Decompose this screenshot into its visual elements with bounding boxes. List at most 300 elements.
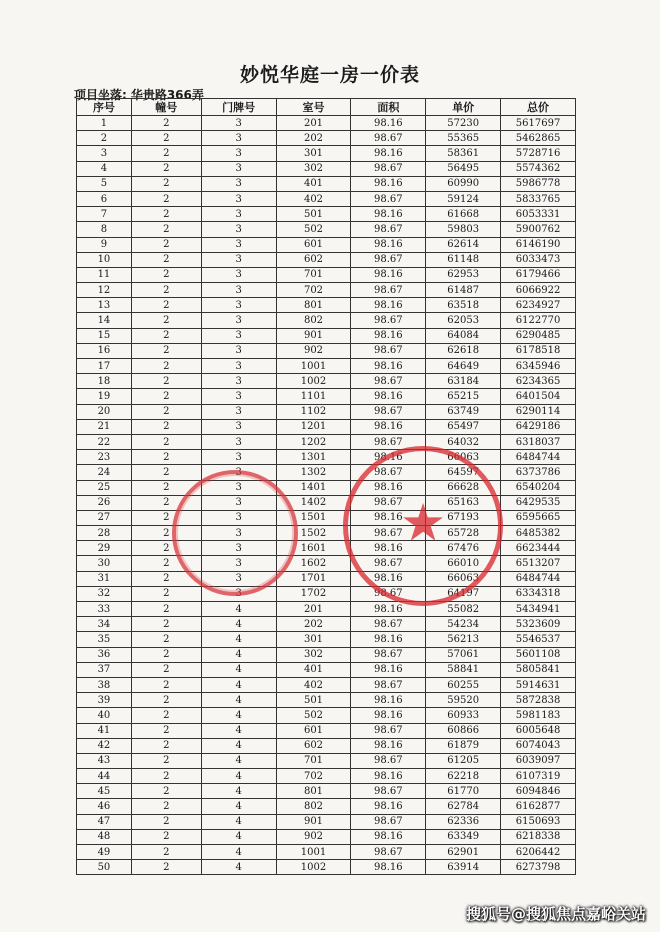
cell-total-price: 6540204 — [501, 480, 576, 495]
cell-room: 501 — [276, 207, 351, 222]
cell-door: 3 — [201, 571, 276, 586]
cell-room: 901 — [276, 328, 351, 343]
cell-total-price: 5434941 — [501, 602, 576, 617]
watermark: 搜狐号@搜狐焦点嘉峪关站 — [465, 905, 646, 923]
cell-unit-price: 58841 — [426, 662, 501, 677]
cell-area: 98.16 — [351, 510, 426, 525]
cell-unit-price: 62053 — [426, 313, 501, 328]
cell-door: 4 — [201, 738, 276, 753]
cell-door: 4 — [201, 753, 276, 768]
cell-door: 4 — [201, 860, 276, 875]
table-row — [77, 738, 576, 753]
header-total-price: 总价 — [501, 99, 576, 116]
cell-door: 3 — [201, 541, 276, 556]
table-row — [77, 222, 576, 237]
cell-seq: 40 — [77, 708, 132, 723]
cell-seq: 50 — [77, 860, 132, 875]
cell-building: 2 — [131, 161, 201, 176]
cell-total-price: 6484744 — [501, 571, 576, 586]
cell-unit-price: 58361 — [426, 146, 501, 161]
cell-building: 2 — [131, 693, 201, 708]
cell-unit-price: 62336 — [426, 814, 501, 829]
cell-seq: 18 — [77, 374, 132, 389]
cell-area: 98.67 — [351, 723, 426, 738]
cell-total-price: 5914631 — [501, 677, 576, 692]
cell-room: 1001 — [276, 845, 351, 860]
cell-seq: 49 — [77, 845, 132, 860]
cell-area: 98.16 — [351, 237, 426, 252]
cell-area: 98.16 — [351, 738, 426, 753]
cell-seq: 25 — [77, 480, 132, 495]
cell-building: 2 — [131, 222, 201, 237]
cell-seq: 14 — [77, 313, 132, 328]
table-row — [77, 510, 576, 525]
table-row — [77, 146, 576, 161]
cell-seq: 3 — [77, 146, 132, 161]
cell-room: 801 — [276, 784, 351, 799]
cell-area: 98.16 — [351, 207, 426, 222]
cell-door: 4 — [201, 769, 276, 784]
table-row — [77, 541, 576, 556]
cell-seq: 30 — [77, 556, 132, 571]
cell-unit-price: 66628 — [426, 480, 501, 495]
cell-door: 3 — [201, 374, 276, 389]
cell-building: 2 — [131, 662, 201, 677]
cell-seq: 26 — [77, 495, 132, 510]
cell-area: 98.67 — [351, 252, 426, 267]
cell-area: 98.16 — [351, 860, 426, 875]
table-row — [77, 252, 576, 267]
cell-area: 98.67 — [351, 191, 426, 206]
cell-room: 401 — [276, 176, 351, 191]
cell-room: 602 — [276, 252, 351, 267]
cell-total-price: 6345946 — [501, 359, 576, 374]
header-room: 室号 — [276, 99, 351, 116]
cell-total-price: 5981183 — [501, 708, 576, 723]
table-row — [77, 207, 576, 222]
table-row — [77, 404, 576, 419]
cell-room: 302 — [276, 647, 351, 662]
cell-total-price: 6162877 — [501, 799, 576, 814]
cell-unit-price: 67476 — [426, 541, 501, 556]
cell-door: 4 — [201, 799, 276, 814]
cell-unit-price: 62614 — [426, 237, 501, 252]
cell-seq: 4 — [77, 161, 132, 176]
cell-door: 3 — [201, 207, 276, 222]
cell-door: 4 — [201, 814, 276, 829]
cell-building: 2 — [131, 829, 201, 844]
cell-room: 201 — [276, 116, 351, 131]
cell-total-price: 6401504 — [501, 389, 576, 404]
cell-area: 98.16 — [351, 829, 426, 844]
cell-door: 3 — [201, 131, 276, 146]
cell-building: 2 — [131, 647, 201, 662]
table-row — [77, 283, 576, 298]
cell-unit-price: 64197 — [426, 586, 501, 601]
cell-room: 1202 — [276, 434, 351, 449]
cell-total-price: 5574362 — [501, 161, 576, 176]
cell-building: 2 — [131, 328, 201, 343]
cell-area: 98.16 — [351, 419, 426, 434]
cell-seq: 19 — [77, 389, 132, 404]
cell-room: 1702 — [276, 586, 351, 601]
cell-door: 3 — [201, 389, 276, 404]
cell-unit-price: 60990 — [426, 176, 501, 191]
cell-unit-price: 65728 — [426, 526, 501, 541]
table-row — [77, 450, 576, 465]
cell-building: 2 — [131, 450, 201, 465]
cell-room: 1501 — [276, 510, 351, 525]
cell-room: 301 — [276, 632, 351, 647]
cell-seq: 2 — [77, 131, 132, 146]
cell-door: 4 — [201, 632, 276, 647]
cell-total-price: 6429186 — [501, 419, 576, 434]
cell-unit-price: 55082 — [426, 602, 501, 617]
cell-total-price: 5462865 — [501, 131, 576, 146]
table-row — [77, 267, 576, 282]
table-row — [77, 116, 576, 131]
cell-room: 202 — [276, 617, 351, 632]
header-building: 幢号 — [131, 99, 201, 116]
cell-room: 1701 — [276, 571, 351, 586]
table-row — [77, 799, 576, 814]
cell-area: 98.67 — [351, 556, 426, 571]
cell-total-price: 6484744 — [501, 450, 576, 465]
cell-area: 98.67 — [351, 814, 426, 829]
cell-building: 2 — [131, 738, 201, 753]
cell-room: 301 — [276, 146, 351, 161]
cell-unit-price: 56213 — [426, 632, 501, 647]
cell-area: 98.16 — [351, 146, 426, 161]
cell-building: 2 — [131, 677, 201, 692]
table-row — [77, 359, 576, 374]
cell-room: 1402 — [276, 495, 351, 510]
cell-door: 4 — [201, 845, 276, 860]
cell-unit-price: 62218 — [426, 769, 501, 784]
cell-door: 4 — [201, 677, 276, 692]
cell-area: 98.16 — [351, 267, 426, 282]
cell-building: 2 — [131, 404, 201, 419]
cell-total-price: 6595665 — [501, 510, 576, 525]
cell-door: 3 — [201, 419, 276, 434]
cell-door: 3 — [201, 434, 276, 449]
cell-area: 98.67 — [351, 495, 426, 510]
cell-building: 2 — [131, 207, 201, 222]
table-row — [77, 769, 576, 784]
cell-room: 1002 — [276, 374, 351, 389]
cell-area: 98.67 — [351, 526, 426, 541]
cell-door: 3 — [201, 328, 276, 343]
cell-unit-price: 60933 — [426, 708, 501, 723]
cell-unit-price: 55365 — [426, 131, 501, 146]
cell-seq: 16 — [77, 343, 132, 358]
table-row — [77, 693, 576, 708]
table-row — [77, 434, 576, 449]
cell-room: 502 — [276, 222, 351, 237]
cell-unit-price: 59803 — [426, 222, 501, 237]
cell-area: 98.67 — [351, 753, 426, 768]
cell-door: 3 — [201, 404, 276, 419]
cell-total-price: 5805841 — [501, 662, 576, 677]
cell-seq: 35 — [77, 632, 132, 647]
cell-seq: 48 — [77, 829, 132, 844]
cell-seq: 20 — [77, 404, 132, 419]
cell-room: 901 — [276, 814, 351, 829]
cell-area: 98.16 — [351, 708, 426, 723]
cell-building: 2 — [131, 298, 201, 313]
cell-area: 98.67 — [351, 784, 426, 799]
cell-seq: 37 — [77, 662, 132, 677]
cell-area: 98.67 — [351, 465, 426, 480]
table-row — [77, 419, 576, 434]
cell-room: 402 — [276, 677, 351, 692]
cell-seq: 21 — [77, 419, 132, 434]
cell-door: 3 — [201, 146, 276, 161]
cell-seq: 33 — [77, 602, 132, 617]
table-row — [77, 647, 576, 662]
cell-building: 2 — [131, 343, 201, 358]
cell-door: 4 — [201, 829, 276, 844]
cell-room: 501 — [276, 693, 351, 708]
cell-seq: 6 — [77, 191, 132, 206]
table-row — [77, 176, 576, 191]
cell-seq: 28 — [77, 526, 132, 541]
cell-unit-price: 57230 — [426, 116, 501, 131]
cell-seq: 8 — [77, 222, 132, 237]
cell-room: 502 — [276, 708, 351, 723]
cell-seq: 29 — [77, 541, 132, 556]
cell-unit-price: 61148 — [426, 252, 501, 267]
cell-area: 98.67 — [351, 131, 426, 146]
cell-building: 2 — [131, 419, 201, 434]
cell-door: 4 — [201, 602, 276, 617]
cell-total-price: 6429535 — [501, 495, 576, 510]
cell-seq: 17 — [77, 359, 132, 374]
cell-building: 2 — [131, 571, 201, 586]
cell-total-price: 5986778 — [501, 176, 576, 191]
cell-unit-price: 64597 — [426, 465, 501, 480]
cell-total-price: 6234365 — [501, 374, 576, 389]
cell-building: 2 — [131, 359, 201, 374]
location-value: 华贵路366弄 — [130, 88, 204, 102]
cell-unit-price: 61487 — [426, 283, 501, 298]
cell-area: 98.67 — [351, 404, 426, 419]
cell-seq: 32 — [77, 586, 132, 601]
cell-unit-price: 62953 — [426, 267, 501, 282]
cell-building: 2 — [131, 769, 201, 784]
cell-door: 3 — [201, 556, 276, 571]
table-row — [77, 617, 576, 632]
cell-building: 2 — [131, 556, 201, 571]
cell-unit-price: 54234 — [426, 617, 501, 632]
cell-seq: 23 — [77, 450, 132, 465]
cell-door: 3 — [201, 161, 276, 176]
cell-unit-price: 59520 — [426, 693, 501, 708]
cell-unit-price: 59124 — [426, 191, 501, 206]
table-row — [77, 829, 576, 844]
cell-building: 2 — [131, 510, 201, 525]
cell-building: 2 — [131, 267, 201, 282]
star-icon: ★ — [399, 493, 447, 554]
table-row — [77, 161, 576, 176]
table-row — [77, 389, 576, 404]
cell-building: 2 — [131, 495, 201, 510]
cell-total-price: 6318037 — [501, 434, 576, 449]
cell-seq: 44 — [77, 769, 132, 784]
cell-unit-price: 65215 — [426, 389, 501, 404]
cell-total-price: 6218338 — [501, 829, 576, 844]
cell-room: 902 — [276, 343, 351, 358]
cell-seq: 13 — [77, 298, 132, 313]
cell-seq: 11 — [77, 267, 132, 282]
cell-building: 2 — [131, 252, 201, 267]
cell-area: 98.67 — [351, 222, 426, 237]
cell-door: 3 — [201, 116, 276, 131]
cell-area: 98.67 — [351, 283, 426, 298]
cell-room: 701 — [276, 267, 351, 282]
cell-seq: 43 — [77, 753, 132, 768]
cell-room: 201 — [276, 602, 351, 617]
cell-total-price: 6290485 — [501, 328, 576, 343]
header-unit-price: 单价 — [426, 99, 501, 116]
cell-door: 3 — [201, 495, 276, 510]
cell-total-price: 6206442 — [501, 845, 576, 860]
cell-seq: 47 — [77, 814, 132, 829]
table-row — [77, 662, 576, 677]
cell-building: 2 — [131, 191, 201, 206]
cell-unit-price: 60255 — [426, 677, 501, 692]
cell-building: 2 — [131, 799, 201, 814]
cell-seq: 15 — [77, 328, 132, 343]
cell-total-price: 6146190 — [501, 237, 576, 252]
cell-unit-price: 63349 — [426, 829, 501, 844]
cell-room: 701 — [276, 753, 351, 768]
price-table — [76, 98, 576, 875]
cell-seq: 9 — [77, 237, 132, 252]
cell-area: 98.67 — [351, 647, 426, 662]
cell-area: 98.16 — [351, 176, 426, 191]
cell-seq: 36 — [77, 647, 132, 662]
cell-area: 98.16 — [351, 541, 426, 556]
table-row — [77, 131, 576, 146]
cell-unit-price: 63518 — [426, 298, 501, 313]
cell-area: 98.67 — [351, 617, 426, 632]
table-row — [77, 845, 576, 860]
cell-building: 2 — [131, 632, 201, 647]
table-row — [77, 571, 576, 586]
table-row — [77, 602, 576, 617]
cell-door: 3 — [201, 283, 276, 298]
cell-unit-price: 61770 — [426, 784, 501, 799]
table-header-row — [77, 99, 576, 116]
cell-area: 98.16 — [351, 450, 426, 465]
cell-room: 601 — [276, 723, 351, 738]
cell-unit-price: 65497 — [426, 419, 501, 434]
cell-building: 2 — [131, 860, 201, 875]
cell-area: 98.16 — [351, 328, 426, 343]
cell-area: 98.67 — [351, 677, 426, 692]
cell-unit-price: 65163 — [426, 495, 501, 510]
cell-total-price: 6053331 — [501, 207, 576, 222]
cell-building: 2 — [131, 283, 201, 298]
table-row — [77, 495, 576, 510]
table-row — [77, 313, 576, 328]
cell-door: 3 — [201, 252, 276, 267]
cell-seq: 1 — [77, 116, 132, 131]
cell-room: 302 — [276, 161, 351, 176]
cell-door: 3 — [201, 267, 276, 282]
table-row — [77, 753, 576, 768]
cell-total-price: 6094846 — [501, 784, 576, 799]
cell-door: 4 — [201, 708, 276, 723]
cell-total-price: 6033473 — [501, 252, 576, 267]
cell-door: 4 — [201, 647, 276, 662]
cell-building: 2 — [131, 480, 201, 495]
cell-room: 1101 — [276, 389, 351, 404]
cell-building: 2 — [131, 176, 201, 191]
cell-total-price: 5323609 — [501, 617, 576, 632]
cell-total-price: 6107319 — [501, 769, 576, 784]
cell-room: 1002 — [276, 860, 351, 875]
cell-room: 802 — [276, 313, 351, 328]
cell-door: 3 — [201, 176, 276, 191]
table-row — [77, 191, 576, 206]
cell-seq: 38 — [77, 677, 132, 692]
cell-room: 602 — [276, 738, 351, 753]
cell-unit-price: 56495 — [426, 161, 501, 176]
cell-seq: 10 — [77, 252, 132, 267]
table-row — [77, 723, 576, 738]
cell-area: 98.67 — [351, 586, 426, 601]
cell-area: 98.16 — [351, 389, 426, 404]
cell-total-price: 6039097 — [501, 753, 576, 768]
cell-seq: 24 — [77, 465, 132, 480]
cell-total-price: 6485382 — [501, 526, 576, 541]
table-row — [77, 632, 576, 647]
cell-unit-price: 66010 — [426, 556, 501, 571]
cell-unit-price: 63184 — [426, 374, 501, 389]
cell-building: 2 — [131, 131, 201, 146]
cell-total-price: 5546537 — [501, 632, 576, 647]
cell-building: 2 — [131, 237, 201, 252]
cell-total-price: 5872838 — [501, 693, 576, 708]
cell-building: 2 — [131, 116, 201, 131]
cell-area: 98.16 — [351, 602, 426, 617]
cell-building: 2 — [131, 708, 201, 723]
cell-seq: 5 — [77, 176, 132, 191]
cell-building: 2 — [131, 465, 201, 480]
cell-area: 98.67 — [351, 161, 426, 176]
cell-building: 2 — [131, 753, 201, 768]
cell-seq: 42 — [77, 738, 132, 753]
table-row — [77, 374, 576, 389]
cell-room: 1201 — [276, 419, 351, 434]
cell-seq: 45 — [77, 784, 132, 799]
cell-unit-price: 64649 — [426, 359, 501, 374]
cell-room: 801 — [276, 298, 351, 313]
cell-door: 3 — [201, 343, 276, 358]
cell-area: 98.16 — [351, 116, 426, 131]
cell-room: 902 — [276, 829, 351, 844]
cell-total-price: 6234927 — [501, 298, 576, 313]
cell-unit-price: 62901 — [426, 845, 501, 860]
cell-total-price: 6122770 — [501, 313, 576, 328]
cell-seq: 39 — [77, 693, 132, 708]
cell-unit-price: 61205 — [426, 753, 501, 768]
cell-seq: 46 — [77, 799, 132, 814]
cell-door: 3 — [201, 526, 276, 541]
table-row — [77, 526, 576, 541]
